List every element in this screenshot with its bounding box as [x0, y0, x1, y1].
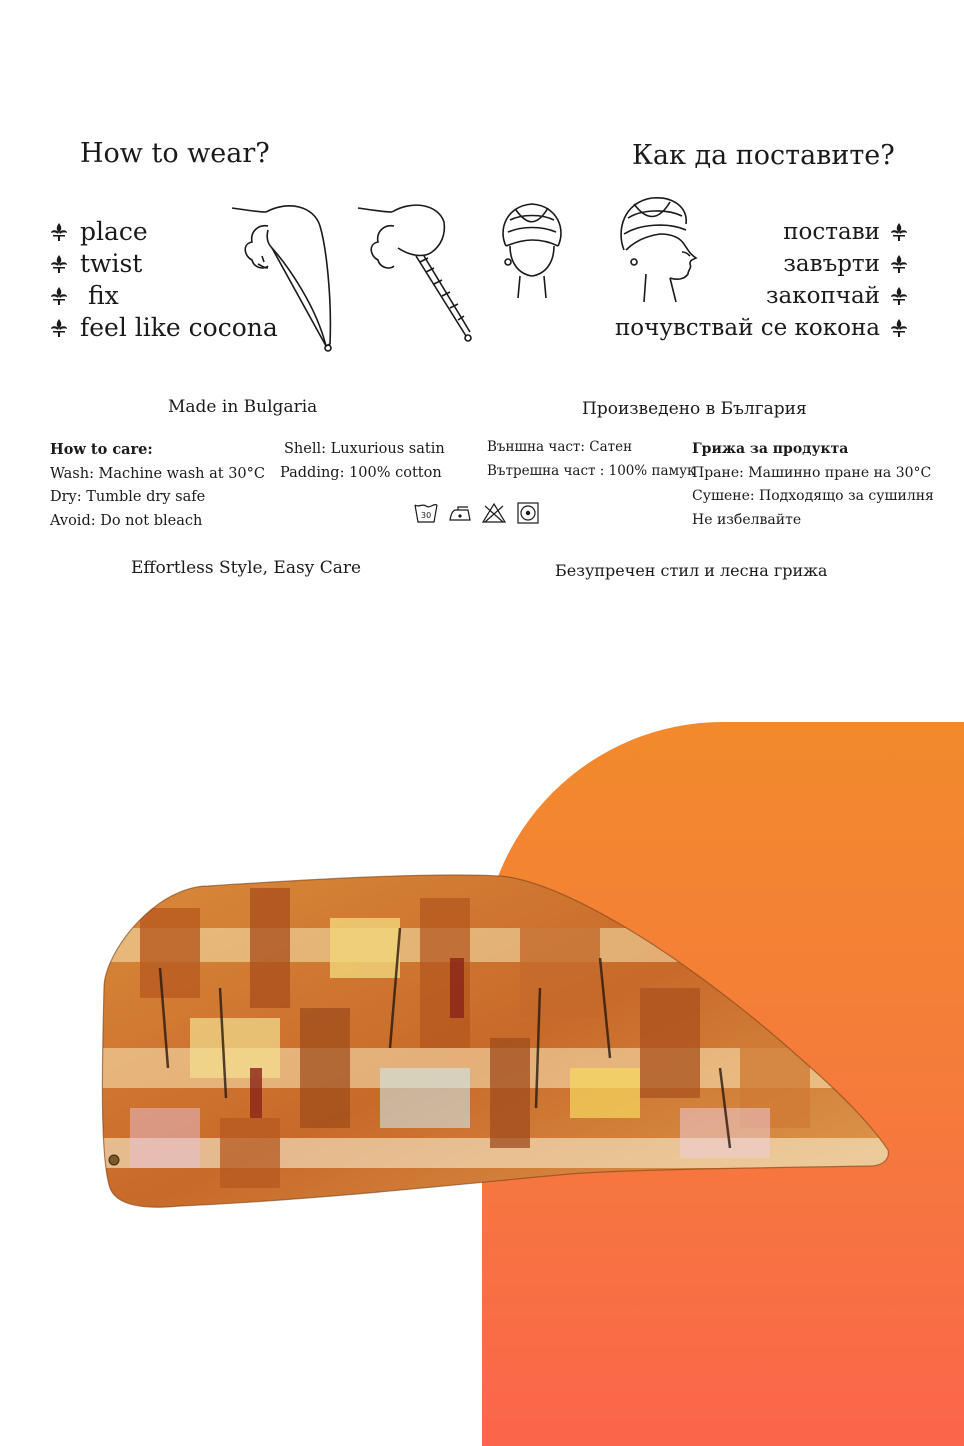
fleur-de-lis-icon — [890, 318, 908, 338]
material-line: Вътрешна част : 100% памук — [487, 462, 696, 479]
step-item — [615, 312, 908, 344]
wash-temp-label: 30 — [421, 511, 432, 520]
care-heading: How to care: — [50, 441, 153, 458]
no-bleach-icon — [482, 502, 506, 524]
step-label: закопчай — [765, 283, 880, 309]
step-twist-illustration — [354, 196, 474, 350]
material-line: Shell: Luxurious satin — [284, 441, 445, 457]
step-feel-illustration — [616, 194, 708, 310]
step-label: завърти — [783, 251, 880, 277]
tagline-en: Effortless Style, Easy Care — [131, 558, 362, 578]
tagline-bg: Безупречен стил и лесна грижа — [555, 561, 828, 580]
washing-30-icon — [414, 502, 438, 524]
step-label: постави — [783, 219, 880, 245]
care-line: Сушене: Подходящо за сушилня — [692, 488, 934, 504]
step-fix-illustration — [496, 200, 568, 304]
product-hair-towel-image — [100, 868, 900, 1227]
material-line: Външна част: Сатен — [487, 439, 633, 455]
step-label: fix — [80, 281, 119, 310]
fleur-de-lis-icon — [50, 318, 68, 338]
made-in-bg: Произведено в България — [582, 399, 807, 419]
care-line: Avoid: Do not bleach — [50, 512, 203, 529]
fleur-de-lis-icon — [890, 254, 908, 274]
care-line: Не избелвайте — [692, 511, 802, 528]
fleur-de-lis-icon — [50, 286, 68, 306]
fleur-de-lis-icon — [50, 254, 68, 274]
material-line: Padding: 100% cotton — [280, 464, 442, 481]
step-place-illustration — [228, 196, 348, 360]
iron-icon — [448, 502, 472, 524]
step-label: twist — [80, 249, 143, 278]
material-info-bg — [487, 436, 695, 483]
care-info-en — [50, 438, 265, 533]
fleur-de-lis-icon — [50, 222, 68, 242]
care-line: Пране: Машинно пране на 30°C — [692, 464, 932, 481]
tumble-dry-icon — [516, 502, 540, 524]
step-label: feel like cocona — [80, 313, 278, 342]
fleur-de-lis-icon — [890, 222, 908, 242]
care-symbols — [414, 502, 540, 524]
care-heading: Грижа за продукта — [692, 441, 849, 457]
how-to-wear-title-en: How to wear? — [80, 138, 270, 169]
care-info-bg — [692, 438, 934, 532]
step-label: place — [80, 217, 148, 246]
how-to-wear-title-bg: Как да поставите? — [632, 140, 895, 171]
care-line: Dry: Tumble dry safe — [50, 489, 206, 505]
care-line: Wash: Machine wash at 30°C — [50, 465, 266, 482]
material-info-en — [280, 438, 445, 485]
fleur-de-lis-icon — [890, 286, 908, 306]
step-label: почувствай се кокона — [614, 315, 880, 341]
made-in-en: Made in Bulgaria — [168, 397, 318, 417]
